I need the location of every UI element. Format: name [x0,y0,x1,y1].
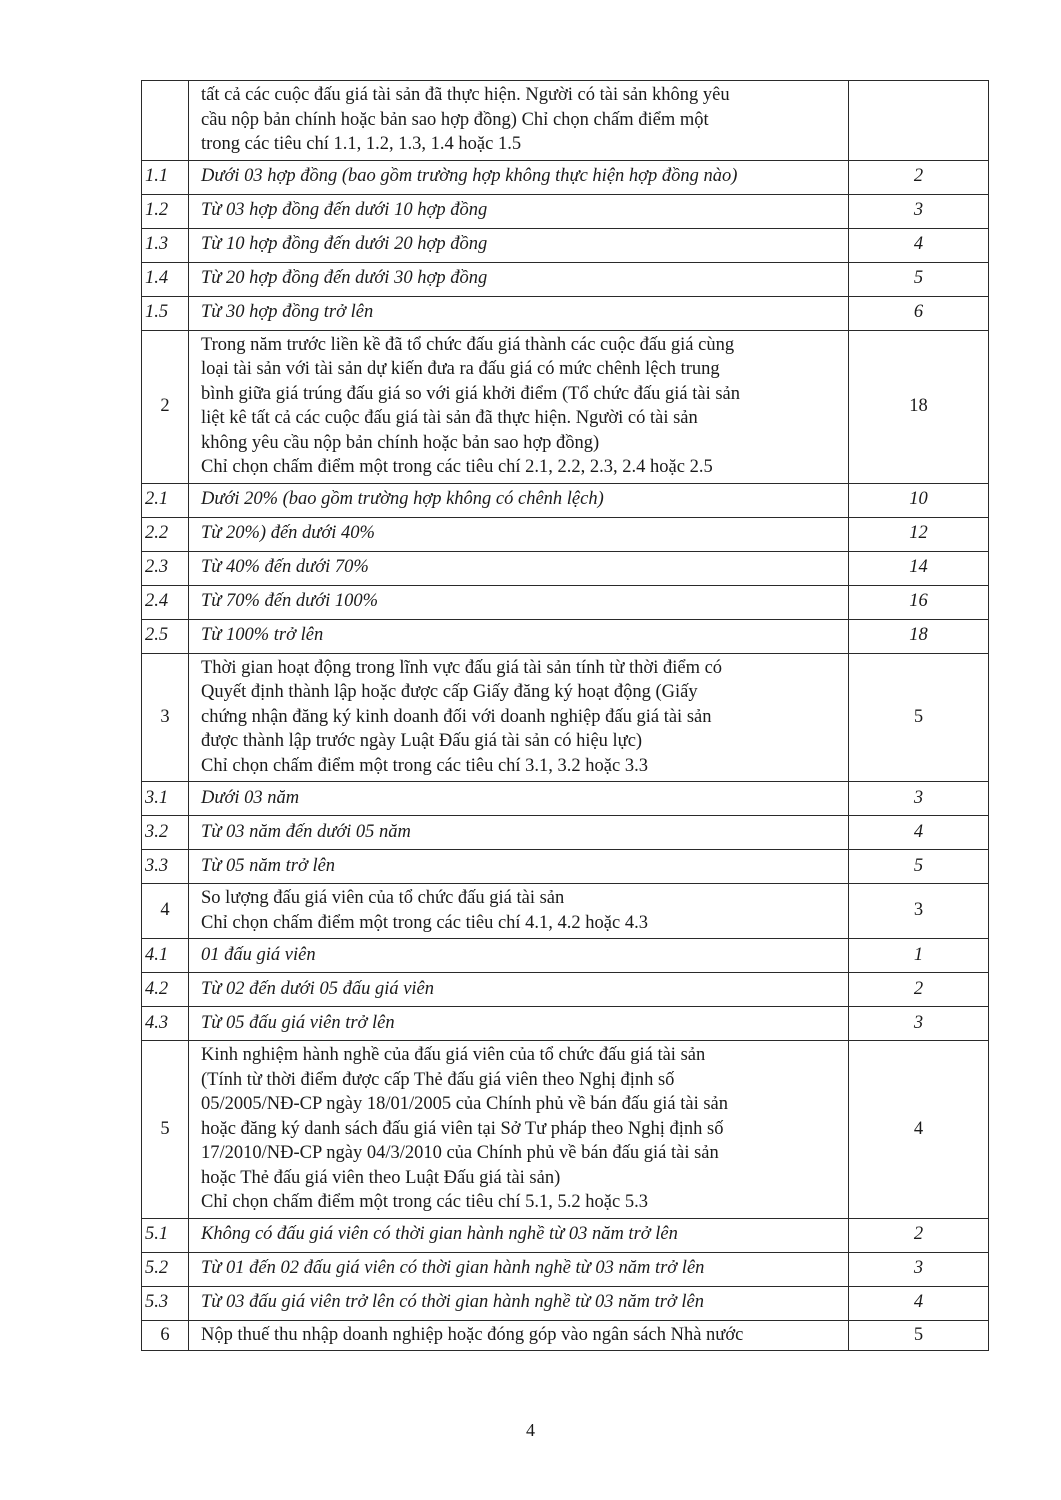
criterion-number: 4.1 [142,939,189,973]
max-score [849,81,989,161]
criterion-text: Từ 70% đến dưới 100% [189,585,849,619]
criterion-number: 5 [142,1041,189,1219]
criterion-number [142,81,189,161]
max-score: 18 [849,619,989,653]
criterion-text-line: Kinh nghiệm hành nghề của đấu giá viên của tổ chức đấu giá tài sản [201,1045,706,1065]
max-score: 2 [849,973,989,1007]
sub-criterion-row [142,1252,989,1286]
max-score: 6 [849,296,989,330]
sub-criterion-row [142,1007,989,1041]
max-score: 2 [849,1218,989,1252]
criterion-text-line: 05/2005/NĐ-CP ngày 18/01/2005 của Chính phủ về bán đấu giá tài sản [201,1094,729,1114]
sub-criterion-row [142,262,989,296]
max-score: 16 [849,585,989,619]
sub-criterion-row [142,585,989,619]
max-score: 4 [849,816,989,850]
criterion-text: Từ 30 hợp đồng trở lên [189,296,849,330]
max-score: 4 [849,1041,989,1219]
max-score: 4 [849,1286,989,1320]
criterion-text: Từ 10 hợp đồng đến dưới 20 hợp đồng [189,228,849,262]
criterion-text-line: cầu nộp bản chính hoặc bản sao hợp đồng) Chỉ chọn chấm điểm một [201,109,709,130]
sub-criterion-row [142,296,989,330]
criterion-number: 3.2 [142,816,189,850]
criterion-text [189,1320,849,1351]
max-score: 10 [849,483,989,517]
criterion-text: Từ 100% trở lên [189,619,849,653]
sub-criterion-row [142,973,989,1007]
sub-criterion-row [142,619,989,653]
criterion-text-line: trong các tiêu chí 1.1, 1.2, 1.3, 1.4 hoặc 1.5 [201,134,522,154]
max-score: 5 [849,850,989,884]
max-score: 5 [849,1320,989,1351]
max-score: 5 [849,653,989,782]
criterion-text-line: Chỉ chọn chấm điểm một trong các tiêu chí 3.1, 3.2 hoặc 3.3 [201,755,648,776]
criterion-number: 3 [142,653,189,782]
criterion-number: 1.4 [142,262,189,296]
criterion-text: Từ 40% đến dưới 70% [189,551,849,585]
criterion-text-line: chứng nhận đăng ký kinh doanh đối với doanh nghiệp đấu giá tài sản [201,706,712,727]
criterion-row [142,1041,989,1219]
criterion-number: 2.5 [142,619,189,653]
criterion-number: 4.2 [142,973,189,1007]
sub-criterion-row [142,517,989,551]
criterion-number: 1.3 [142,228,189,262]
criterion-text-line: Chỉ chọn chấm điểm một trong các tiêu chí 5.1, 5.2 hoặc 5.3 [201,1192,648,1212]
criterion-text-line: Chỉ chọn chấm điểm một trong các tiêu chí 2.1, 2.2, 2.3, 2.4 hoặc 2.5 [201,457,713,477]
max-score: 4 [849,228,989,262]
criterion-text: Từ 03 hợp đồng đến dưới 10 hợp đồng [189,194,849,228]
criterion-text-line: Thời gian hoạt động trong lĩnh vực đấu giá tài sản tính từ thời điểm có [201,657,723,678]
criterion-number: 5.1 [142,1218,189,1252]
criterion-text-line: Quyết định thành lập hoặc được cấp Giấy đăng ký hoạt động (Giấy [201,682,698,702]
criterion-number: 3.3 [142,850,189,884]
criterion-text: Từ 02 đến dưới 05 đấu giá viên [189,973,849,1007]
criterion-text-line: loại tài sản với tài sản dự kiến đưa ra đấu giá có mức chênh lệch trung [201,359,720,379]
criterion-number: 2.1 [142,483,189,517]
criterion-text: Từ 20%) đến dưới 40% [189,517,849,551]
criterion-text-line: hoặc Thẻ đấu giá viên theo Luật Đấu giá tài sản) [201,1167,561,1188]
sub-criterion-row [142,1218,989,1252]
criterion-text: Từ 05 năm trở lên [189,850,849,884]
max-score: 3 [849,194,989,228]
criterion-text: Dưới 03 hợp đồng (bao gồm trường hợp không thực hiện hợp đồng nào) [189,160,849,194]
max-score: 18 [849,330,989,483]
sub-criterion-row [142,228,989,262]
sub-criterion-row [142,194,989,228]
criterion-text [189,884,849,939]
criterion-text-line: bình giữa giá trúng đấu giá so với giá khởi điểm (Tổ chức đấu giá tài sản [201,383,740,404]
max-score: 2 [849,160,989,194]
criterion-number: 3.1 [142,782,189,816]
criterion-text-line: hoặc đăng ký danh sách đấu giá viên tại Sở Tư pháp theo Nghị định số [201,1118,724,1139]
criterion-text: 01 đấu giá viên [189,939,849,973]
criterion-text: Dưới 03 năm [189,782,849,816]
sub-criterion-row [142,1286,989,1320]
criterion-number: 4 [142,884,189,939]
criterion-text: Không có đấu giá viên có thời gian hành nghề từ 03 năm trở lên [189,1218,849,1252]
max-score: 3 [849,1007,989,1041]
sub-criterion-row [142,850,989,884]
criterion-row [142,884,989,939]
criterion-text [189,1041,849,1219]
criterion-number: 2 [142,330,189,483]
criterion-number: 6 [142,1320,189,1351]
criterion-text [189,653,849,782]
criterion-text-line: không yêu cầu nộp bản chính hoặc bản sao hợp đồng) [201,432,600,453]
criterion-text-line: 17/2010/NĐ-CP ngày 04/3/2010 của Chính phủ về bán đấu giá tài sản [201,1143,719,1163]
sub-criterion-row [142,939,989,973]
max-score: 14 [849,551,989,585]
criterion-number: 1.2 [142,194,189,228]
criterion-text-line: liệt kê tất cả các cuộc đấu giá tài sản đã thực hiện. Người có tài sản [201,408,698,428]
criterion-text-line: Nộp thuế thu nhập doanh nghiệp hoặc đóng góp vào ngân sách Nhà nước [201,1324,744,1345]
page-number: 4 [526,1420,535,1440]
criterion-text: Từ 05 đấu giá viên trở lên [189,1007,849,1041]
max-score: 3 [849,782,989,816]
criteria-table [141,80,989,1351]
criterion-text: Từ 03 năm đến dưới 05 năm [189,816,849,850]
criterion-row [142,81,989,161]
max-score: 3 [849,1252,989,1286]
criterion-number: 1.1 [142,160,189,194]
max-score: 12 [849,517,989,551]
criterion-text-line: So lượng đấu giá viên của tổ chức đấu giá tài sản [201,888,565,908]
criterion-row [142,330,989,483]
criterion-text-line: tất cả các cuộc đấu giá tài sản đã thực hiện. Người có tài sản không yêu [201,85,730,105]
criterion-text-line: được thành lập trước ngày Luật Đấu giá tài sản có hiệu lực) [201,731,643,751]
criterion-row [142,1320,989,1351]
criterion-text-line: Chỉ chọn chấm điểm một trong các tiêu chí 4.1, 4.2 hoặc 4.3 [201,912,648,933]
criterion-text-line: Trong năm trước liền kề đã tổ chức đấu giá thành các cuộc đấu giá cùng [201,334,735,355]
criterion-text-line: (Tính từ thời điểm được cấp Thẻ đấu giá viên theo Nghị định số [201,1069,675,1090]
criterion-number: 5.3 [142,1286,189,1320]
criteria-table-body [142,81,989,1351]
criterion-text: Từ 03 đấu giá viên trở lên có thời gian hành nghề từ 03 năm trở lên [189,1286,849,1320]
sub-criterion-row [142,816,989,850]
criterion-text [189,81,849,161]
criterion-row [142,653,989,782]
criterion-number: 2.3 [142,551,189,585]
max-score: 1 [849,939,989,973]
criterion-number: 2.2 [142,517,189,551]
criterion-number: 5.2 [142,1252,189,1286]
max-score: 3 [849,884,989,939]
sub-criterion-row [142,160,989,194]
sub-criterion-row [142,483,989,517]
criterion-text: Từ 20 hợp đồng đến dưới 30 hợp đồng [189,262,849,296]
sub-criterion-row [142,551,989,585]
criterion-number: 1.5 [142,296,189,330]
criterion-number: 2.4 [142,585,189,619]
criterion-text [189,330,849,483]
criterion-number: 4.3 [142,1007,189,1041]
max-score: 5 [849,262,989,296]
sub-criterion-row [142,782,989,816]
criterion-text: Từ 01 đến 02 đấu giá viên có thời gian hành nghề từ 03 năm trở lên [189,1252,849,1286]
criterion-text: Dưới 20% (bao gồm trường hợp không có chênh lệch) [189,483,849,517]
